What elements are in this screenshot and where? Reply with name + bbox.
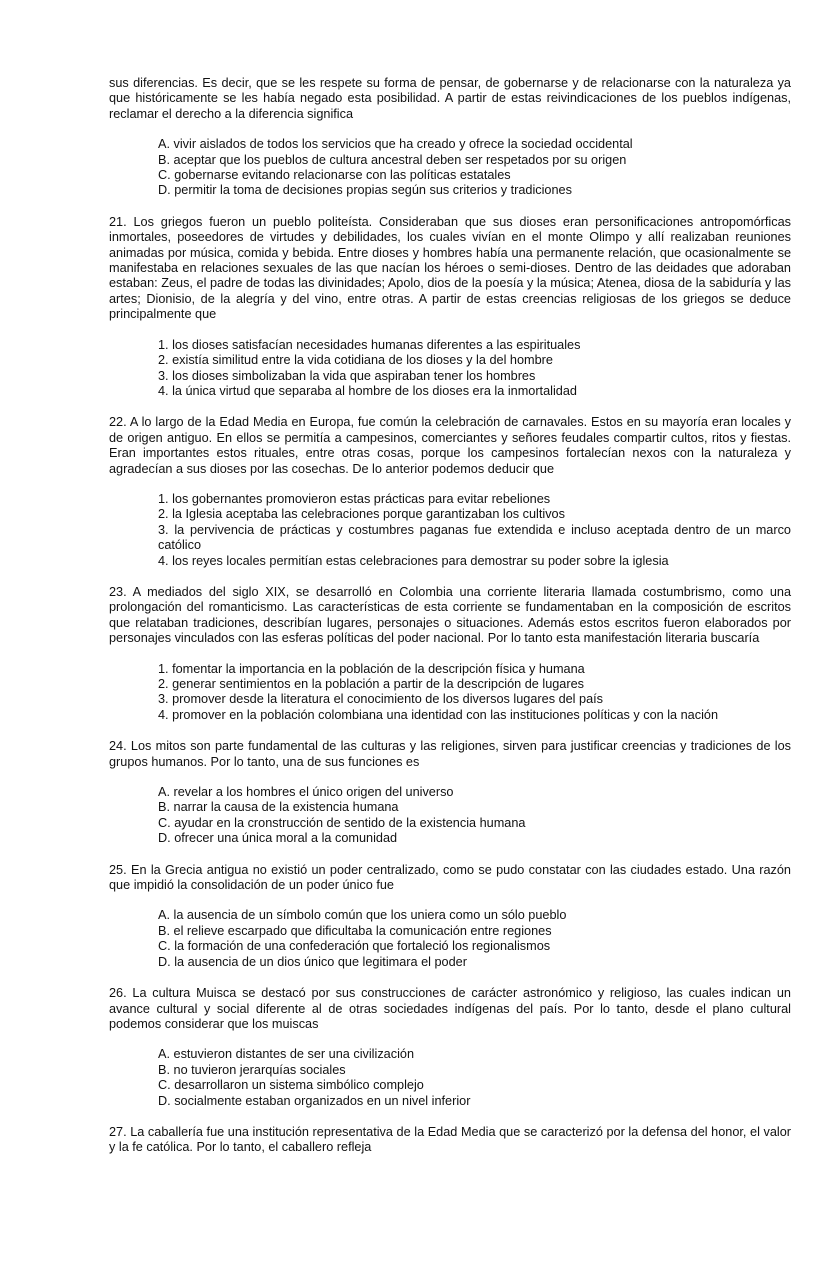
- option-1: 1. fomentar la importancia en la población de la descripción física y humana: [158, 661, 585, 676]
- option-4: 4. la única virtud que separaba al hombre de los dioses era la inmortalidad: [158, 383, 577, 398]
- option-1: 1. los dioses satisfacían necesidades humanas diferentes a las espirituales: [158, 337, 581, 352]
- option-d: D. ofrecer una única moral a la comunidad: [158, 831, 398, 846]
- option-b: B. aceptar que los pueblos de cultura ancestral deben ser respetados por su origen: [158, 152, 627, 167]
- option-d: D. la ausencia de un dios único que legitimara el poder: [158, 954, 467, 969]
- option-c: C. desarrollaron un sistema simbólico complejo: [158, 1078, 424, 1093]
- question-27-text: 27. La caballería fue una institución representativa de la Edad Media que se caracterizó por la defensa del honor, el valor y la fe católica. Por lo tanto, el caballero refleja: [109, 1124, 791, 1155]
- intro-options: [109, 137, 791, 199]
- option-2: 2. existía similitud entre la vida cotidiana de los dioses y la del hombre: [158, 353, 553, 368]
- option-a: A. estuvieron distantes de ser una civilización: [158, 1047, 414, 1062]
- option-d: D. socialmente estaban organizados en un nivel inferior: [158, 1093, 471, 1108]
- question-26-text: 26. La cultura Muisca se destacó por sus construcciones de carácter astronómico y religioso, las cuales indican un avance cultural y social diferente al de otras sociedades indígenas del país. Por lo tanto, desde el plano cultural podemos considerar que los muiscas: [109, 986, 791, 1031]
- question-22-options: [109, 492, 791, 569]
- intro-block: [109, 76, 791, 199]
- option-b: B. no tuvieron jerarquías sociales: [158, 1062, 346, 1077]
- question-22-text: 22. A lo largo de la Edad Media en Europa, fue común la celebración de carnavales. Estos en su mayoría eran locales y de origen antiguo. En ellos se permitía a campesinos, comerciantes y señores feudales compartir cultos, ritos y fiestas. Eran importantes estos rituales, entre otras cosas, porque los campesinos fortalecían nexos con la naturaleza y agradecían a sus dioses por las cosechas. De lo anterior podemos deducir que: [109, 415, 791, 476]
- option-a: A. la ausencia de un símbolo común que los uniera como un sólo pueblo: [158, 908, 567, 923]
- option-b: B. el relieve escarpado que dificultaba la comunicación entre regiones: [158, 923, 552, 938]
- question-21: [109, 215, 791, 399]
- option-4: 4. promover en la población colombiana una identidad con las instituciones políticas y con la nación: [158, 707, 719, 722]
- option-2: 2. generar sentimientos en la población a partir de la descripción de lugares: [158, 677, 584, 691]
- option-3: 3. promover desde la literatura el conocimiento de los diversos lugares del país: [158, 692, 604, 707]
- option-3: 3. la pervivencia de prácticas y costumbres paganas fue extendida e incluso aceptada dentro de un marco católico: [158, 522, 791, 553]
- question-21-text: 21. Los griegos fueron un pueblo politeísta. Consideraban que sus dioses eran personificaciones antropomórficas inmortales, poseedores de virtudes y debilidades, los cuales vivían en el monte Olimpo y allí realizaban reuniones animadas por música, comida y bebida. Entre dioses y hombres había una permanente relación, que ocasionalmente se manifestaba en relaciones sexuales de las que nacían los héroes o semi-dioses. Dentro de las deidades que adoraban estaban: Zeus, el padre de todas las divinidades; Apolo, dios de la poesía y la música; Atenea, diosa de la sabiduría y las artes; Dionisio, de la alegría y del vino, entre otras. A partir de estas creencias religiosas de los griegos se deduce principalmente que: [109, 214, 791, 322]
- question-24: [109, 739, 791, 846]
- question-23-text: 23. A mediados del siglo XIX, se desarrolló en Colombia una corriente literaria llamada costumbrismo, como una prolongación del romanticismo. Las características de esta corriente se fundamentaban en la composición de escritos que relataban tradiciones, describían lugares, personajes o situaciones. Además estos escritos fueron elaborados por personajes vinculados con las esferas políticas del poder nacional. Por lo tanto esta manifestación literaria buscaría: [109, 584, 791, 646]
- question-25-text: 25. En la Grecia antigua no existió un poder centralizado, como se pudo constatar con las ciudades estado. Una razón que impidió la consolidación de un poder único fue: [109, 862, 791, 893]
- option-1: 1. los gobernantes promovieron estas prácticas para evitar rebeliones: [158, 491, 551, 506]
- option-a: A. vivir aislados de todos los servicios que ha creado y ofrece la sociedad occidental: [158, 137, 633, 152]
- option-c: C. la formación de una confederación que fortaleció los regionalismos: [158, 939, 551, 954]
- question-22: [109, 415, 791, 569]
- question-25-options: [109, 908, 791, 970]
- option-c: C. gobernarse evitando relacionarse con las políticas estatales: [158, 168, 511, 183]
- question-21-options: [109, 338, 791, 400]
- question-23-options: [109, 662, 791, 724]
- option-3: 3. los dioses simbolizaban la vida que aspiraban tener los hombres: [158, 368, 536, 383]
- option-4: 4. los reyes locales permitían estas celebraciones para demostrar su poder sobre la iglesia: [158, 553, 669, 568]
- question-23: [109, 585, 791, 723]
- option-d: D. permitir la toma de decisiones propias según sus criterios y tradiciones: [158, 183, 572, 198]
- question-26-options: [109, 1047, 791, 1109]
- option-c: C. ayudar en la cronstrucción de sentido de la existencia humana: [158, 815, 526, 830]
- option-2: 2. la Iglesia aceptaba las celebraciones porque garantizaban los cultivos: [158, 507, 565, 522]
- intro-paragraph: sus diferencias. Es decir, que se les respete su forma de pensar, de gobernarse y de relacionarse con la naturaleza ya que históricamente se les había negado esta posibilidad. A partir de estas reivindicaciones de los pueblos indígenas, reclamar el derecho a la diferencia significa: [109, 76, 791, 121]
- question-24-options: [109, 785, 791, 847]
- question-25: [109, 863, 791, 970]
- document-page: [109, 76, 791, 1156]
- option-b: B. narrar la causa de la existencia humana: [158, 800, 399, 815]
- question-26: [109, 986, 791, 1109]
- question-24-text: 24. Los mitos son parte fundamental de las culturas y las religiones, sirven para justificar creencias y tradiciones de los grupos humanos. Por lo tanto, una de sus funciones es: [109, 739, 791, 769]
- option-a: A. revelar a los hombres el único origen del universo: [158, 785, 454, 800]
- question-27: [109, 1125, 791, 1156]
